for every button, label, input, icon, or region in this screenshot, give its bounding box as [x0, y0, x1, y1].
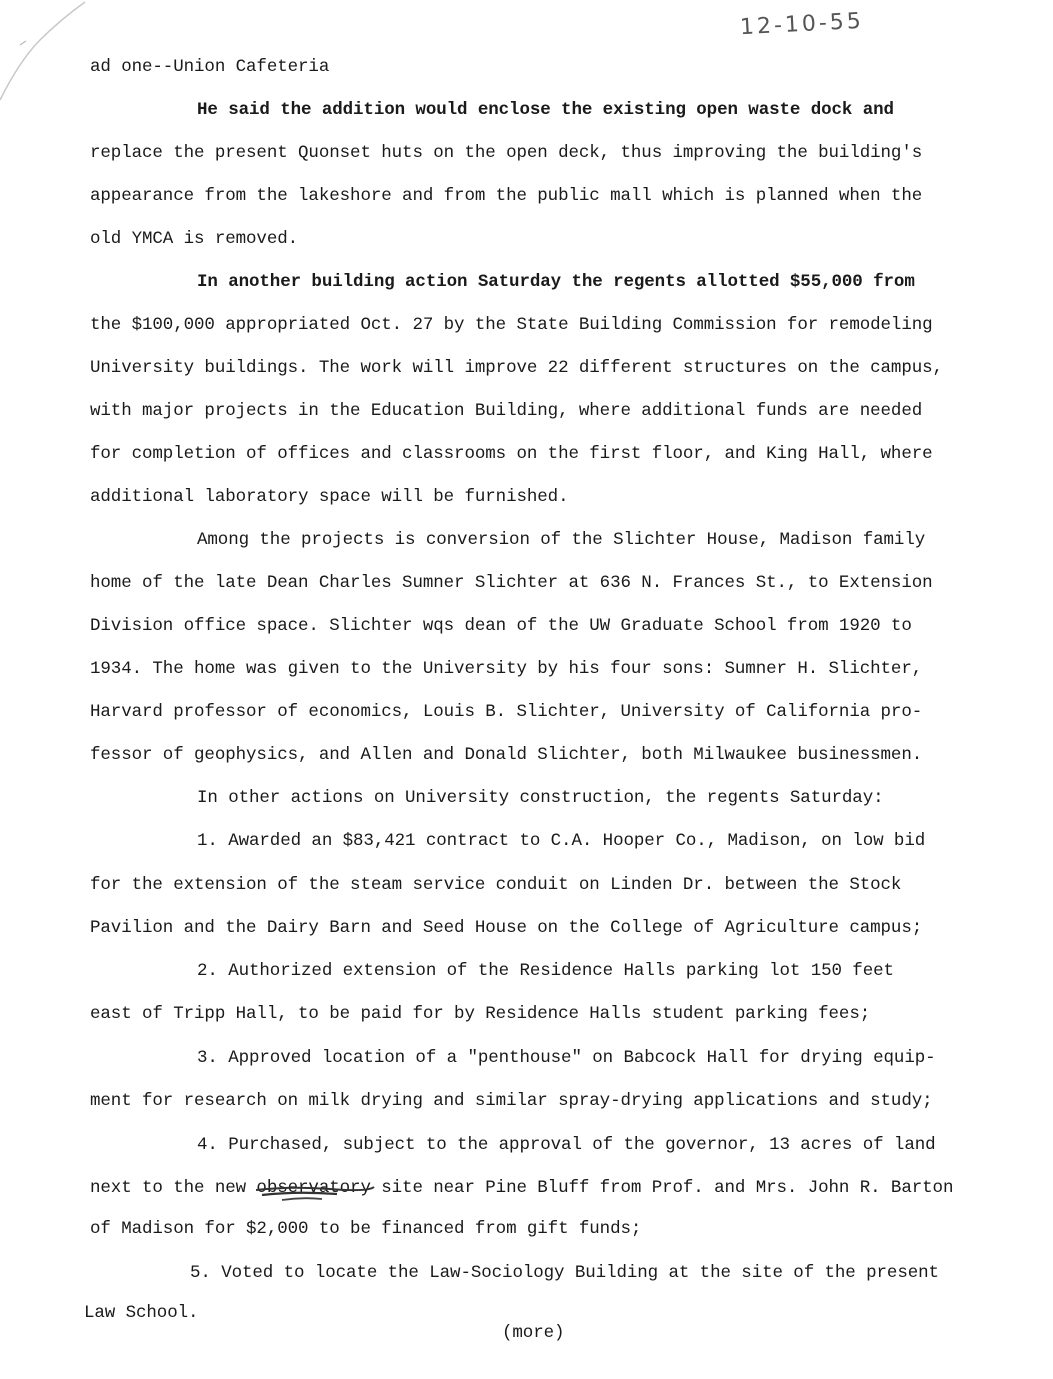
- item-3-line-2: ment for research on milk drying and similar spray-drying applications and study;: [90, 1091, 933, 1111]
- paragraph-1-line-1: He said the addition would enclose the existing open waste dock and: [197, 100, 894, 120]
- paragraph-3-line-5: Harvard professor of economics, Louis B. Slichter, University of California pro-: [90, 702, 923, 722]
- paragraph-2-line-3: University buildings. The work will improve 22 different structures on the campus,: [90, 358, 943, 378]
- paragraph-1-line-2: replace the present Quonset huts on the open deck, thus improving the building's: [90, 143, 923, 163]
- paragraph-2-line-2: the $100,000 appropriated Oct. 27 by the State Building Commission for remodeling: [90, 315, 933, 335]
- corner-scribble-mark: [0, 0, 90, 110]
- item-4-line-2: next to the new observatory site near Pine Bluff from Prof. and Mrs. John R. Barton: [90, 1178, 954, 1198]
- item-1-line-1: 1. Awarded an $83,421 contract to C.A. Hooper Co., Madison, on low bid: [197, 831, 926, 851]
- item-2-line-2: east of Tripp Hall, to be paid for by Residence Halls student parking fees;: [90, 1004, 871, 1024]
- paragraph-3-line-2: home of the late Dean Charles Sumner Slichter at 636 N. Frances St., to Extension: [90, 573, 933, 593]
- item-5-line-1: 5. Voted to locate the Law-Sociology Building at the site of the present: [190, 1263, 939, 1283]
- paragraph-2-line-4: with major projects in the Education Building, where additional funds are needed: [90, 401, 923, 421]
- paragraph-2-line-1: In another building action Saturday the regents allotted $55,000 from: [197, 272, 915, 292]
- item-3-line-1: 3. Approved location of a "penthouse" on Babcock Hall for drying equip-: [197, 1048, 936, 1068]
- item-4-line-3: of Madison for $2,000 to be financed from gift funds;: [90, 1219, 642, 1239]
- header-line: ad one--Union Cafeteria: [90, 57, 330, 77]
- paragraph-1-line-3: appearance from the lakeshore and from the public mall which is planned when the: [90, 186, 923, 206]
- paragraph-1-line-4: old YMCA is removed.: [90, 229, 299, 249]
- item-1-line-3: Pavilion and the Dairy Barn and Seed House on the College of Agriculture campus;: [90, 918, 923, 938]
- handwritten-date: 12-10-55: [739, 8, 865, 41]
- observatory-underline-mark: [252, 1182, 382, 1206]
- item-4-line-1: 4. Purchased, subject to the approval of the governor, 13 acres of land: [197, 1135, 936, 1155]
- more-footer: (more): [502, 1323, 565, 1343]
- paragraph-3-line-3: Division office space. Slichter wqs dean of the UW Graduate School from 1920 to: [90, 616, 912, 636]
- paragraph-2-line-5: for completion of offices and classrooms on the first floor, and King Hall, where: [90, 444, 933, 464]
- paragraph-3-line-4: 1934. The home was given to the University by his four sons: Sumner H. Slichter,: [90, 659, 923, 679]
- paragraph-2-line-6: additional laboratory space will be furnished.: [90, 487, 569, 507]
- paragraph-3-line-6: fessor of geophysics, and Allen and Donald Slichter, both Milwaukee businessmen.: [90, 745, 923, 765]
- paragraph-3-line-1: Among the projects is conversion of the Slichter House, Madison family: [197, 530, 926, 550]
- item-1-line-2: for the extension of the steam service conduit on Linden Dr. between the Stock: [90, 875, 902, 895]
- item-2-line-1: 2. Authorized extension of the Residence Halls parking lot 150 feet: [197, 961, 894, 981]
- item-5-line-2: Law School.: [84, 1303, 199, 1323]
- paragraph-4-line-1: In other actions on University construction, the regents Saturday:: [197, 788, 884, 808]
